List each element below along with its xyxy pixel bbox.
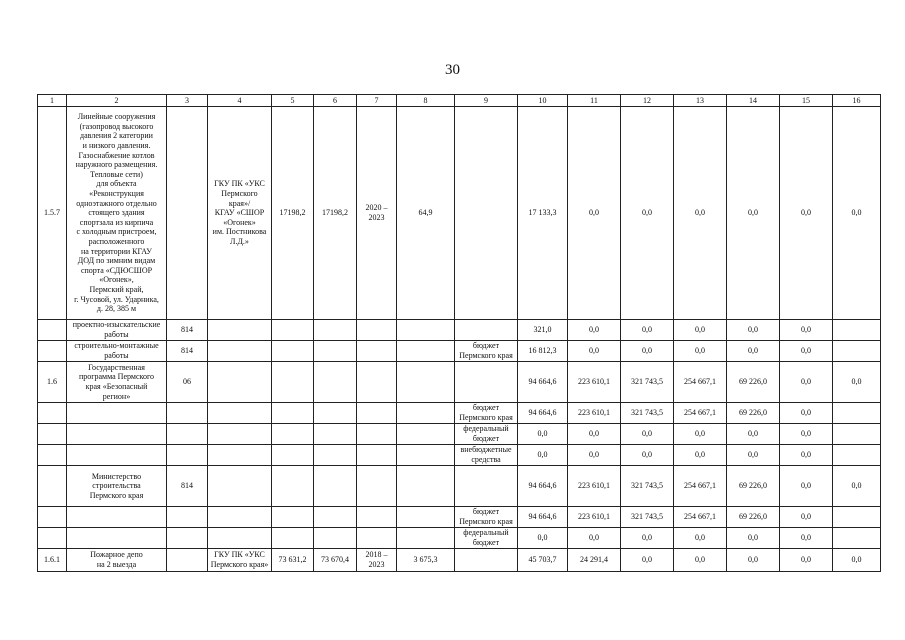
table-cell bbox=[272, 341, 314, 362]
table-cell bbox=[397, 528, 455, 549]
table-cell: 0,0 bbox=[621, 320, 674, 341]
table-cell: 0,0 bbox=[780, 403, 833, 424]
table-cell: бюджет Пермского края bbox=[455, 403, 518, 424]
table-cell bbox=[38, 466, 67, 507]
table-cell: 06 bbox=[167, 362, 208, 403]
header-cell: 11 bbox=[568, 95, 621, 107]
table-cell bbox=[38, 445, 67, 466]
table-cell bbox=[455, 107, 518, 320]
header-cell: 10 bbox=[518, 95, 568, 107]
table-cell: 0,0 bbox=[780, 528, 833, 549]
table-cell: 3 675,3 bbox=[397, 549, 455, 572]
table-cell: 17 133,3 bbox=[518, 107, 568, 320]
table-cell: 0,0 bbox=[833, 549, 881, 572]
table-cell: 0,0 bbox=[674, 528, 727, 549]
header-cell: 7 bbox=[357, 95, 397, 107]
table-cell: 94 664,6 bbox=[518, 403, 568, 424]
table-cell: 0,0 bbox=[621, 445, 674, 466]
table-cell: Министерство строительства Пермского края bbox=[67, 466, 167, 507]
table-cell bbox=[38, 320, 67, 341]
header-cell: 3 bbox=[167, 95, 208, 107]
table-cell: 69 226,0 bbox=[727, 362, 780, 403]
table-cell: 0,0 bbox=[518, 528, 568, 549]
table-cell: ГКУ ПК «УКС Пермского края»/ КГАУ «СШОР «Огонек» им. Постникова Л.Д.» bbox=[208, 107, 272, 320]
table-cell: внебюджетные средства bbox=[455, 445, 518, 466]
table-cell bbox=[357, 445, 397, 466]
table-cell: 321 743,5 bbox=[621, 507, 674, 528]
table-row bbox=[38, 424, 881, 445]
table-cell: 0,0 bbox=[518, 445, 568, 466]
header-cell: 9 bbox=[455, 95, 518, 107]
table-cell: 814 bbox=[167, 341, 208, 362]
table-row bbox=[38, 549, 881, 572]
table-cell: 321 743,5 bbox=[621, 403, 674, 424]
table-cell bbox=[455, 549, 518, 572]
table-cell bbox=[357, 528, 397, 549]
table-cell: 254 667,1 bbox=[674, 403, 727, 424]
table-cell bbox=[314, 528, 357, 549]
table-cell bbox=[208, 507, 272, 528]
table-cell bbox=[167, 507, 208, 528]
table-cell bbox=[833, 445, 881, 466]
table-cell: 16 812,3 bbox=[518, 341, 568, 362]
table-cell: 69 226,0 bbox=[727, 403, 780, 424]
table-cell: 0,0 bbox=[568, 107, 621, 320]
table-cell: 0,0 bbox=[568, 320, 621, 341]
table-cell: 2020 – 2023 bbox=[357, 107, 397, 320]
table-cell: 0,0 bbox=[568, 424, 621, 445]
table-cell bbox=[38, 507, 67, 528]
table-cell: 0,0 bbox=[780, 507, 833, 528]
table-cell: 69 226,0 bbox=[727, 507, 780, 528]
table-row bbox=[38, 320, 881, 341]
header-row bbox=[38, 95, 881, 107]
table-cell: 0,0 bbox=[833, 362, 881, 403]
table-cell: 0,0 bbox=[674, 445, 727, 466]
table-cell: 0,0 bbox=[621, 107, 674, 320]
table-cell: 0,0 bbox=[727, 445, 780, 466]
table-cell bbox=[833, 424, 881, 445]
table-cell bbox=[357, 362, 397, 403]
table-cell: 254 667,1 bbox=[674, 507, 727, 528]
table-cell: 1.6 bbox=[38, 362, 67, 403]
table-cell: 814 bbox=[167, 466, 208, 507]
table-row bbox=[38, 445, 881, 466]
table-cell bbox=[167, 424, 208, 445]
budget-table bbox=[37, 94, 881, 572]
table-cell bbox=[67, 507, 167, 528]
table-cell: 254 667,1 bbox=[674, 466, 727, 507]
table-cell: 24 291,4 bbox=[568, 549, 621, 572]
table-cell: федеральный бюджет bbox=[455, 528, 518, 549]
header-cell: 12 bbox=[621, 95, 674, 107]
table-cell: 321 743,5 bbox=[621, 466, 674, 507]
table-cell bbox=[314, 362, 357, 403]
table-cell: 0,0 bbox=[727, 107, 780, 320]
table-cell bbox=[67, 403, 167, 424]
header-cell: 16 bbox=[833, 95, 881, 107]
table-cell bbox=[397, 424, 455, 445]
table-cell bbox=[208, 466, 272, 507]
table-row bbox=[38, 466, 881, 507]
table-cell: 73 670,4 bbox=[314, 549, 357, 572]
table-cell: 814 bbox=[167, 320, 208, 341]
table-cell bbox=[314, 341, 357, 362]
table-cell bbox=[208, 445, 272, 466]
table-cell bbox=[272, 507, 314, 528]
header-cell: 4 bbox=[208, 95, 272, 107]
table-cell: 223 610,1 bbox=[568, 403, 621, 424]
table-cell: 0,0 bbox=[621, 341, 674, 362]
page-number: 30 bbox=[445, 62, 460, 78]
table-cell bbox=[67, 528, 167, 549]
table-cell bbox=[67, 445, 167, 466]
table-cell: 17198,2 bbox=[272, 107, 314, 320]
table-cell: 321 743,5 bbox=[621, 362, 674, 403]
table-cell bbox=[397, 320, 455, 341]
table-cell bbox=[272, 362, 314, 403]
table-cell: 69 226,0 bbox=[727, 466, 780, 507]
header-cell: 13 bbox=[674, 95, 727, 107]
table-cell bbox=[38, 424, 67, 445]
table-cell: 73 631,2 bbox=[272, 549, 314, 572]
table-cell: 0,0 bbox=[833, 466, 881, 507]
table-cell bbox=[833, 403, 881, 424]
table-row bbox=[38, 107, 881, 320]
table-cell bbox=[397, 445, 455, 466]
table-cell bbox=[314, 507, 357, 528]
table-cell: 0,0 bbox=[780, 341, 833, 362]
table-cell: 0,0 bbox=[727, 528, 780, 549]
table-cell: федеральный бюджет bbox=[455, 424, 518, 445]
table-cell: 0,0 bbox=[780, 549, 833, 572]
table-cell: строительно-монтажные работы bbox=[67, 341, 167, 362]
table-cell: 0,0 bbox=[518, 424, 568, 445]
table-cell bbox=[167, 528, 208, 549]
table-cell: 0,0 bbox=[621, 424, 674, 445]
header-cell: 6 bbox=[314, 95, 357, 107]
table-cell bbox=[397, 403, 455, 424]
table-cell: 0,0 bbox=[727, 549, 780, 572]
table-cell bbox=[38, 403, 67, 424]
table-cell bbox=[833, 320, 881, 341]
table-cell: Пожарное депо на 2 выезда bbox=[67, 549, 167, 572]
table-cell bbox=[272, 403, 314, 424]
table-cell bbox=[357, 424, 397, 445]
table-row bbox=[38, 341, 881, 362]
table-cell bbox=[397, 362, 455, 403]
table-cell: Линейные сооружения (газопровод высокого давления 2 категории и низкого давления. Газоснабжение котлов наружного размещения. Тепловые сети) для объекта «Реконструкция одноэтажного отдельно стоящего здания спортзала из кирпича с холодным пристроем, расположенного на территории КГАУ ДОД по зимним видам спорта «СДЮСШОР «Огонек», Пермский край, г. Чусовой, ул. Ударника, д. 28, 385 м bbox=[67, 107, 167, 320]
table-cell: 0,0 bbox=[727, 341, 780, 362]
table-cell: проектно-изыскательские работы bbox=[67, 320, 167, 341]
table-cell bbox=[208, 403, 272, 424]
table-cell bbox=[455, 362, 518, 403]
table-cell: 17198,2 bbox=[314, 107, 357, 320]
table-cell: 0,0 bbox=[568, 341, 621, 362]
table-cell bbox=[314, 403, 357, 424]
table-cell: бюджет Пермского края bbox=[455, 341, 518, 362]
table-cell bbox=[272, 445, 314, 466]
table-cell bbox=[167, 445, 208, 466]
table-cell: 2018 – 2023 bbox=[357, 549, 397, 572]
table-cell bbox=[272, 466, 314, 507]
table-cell bbox=[208, 341, 272, 362]
table-cell: 0,0 bbox=[674, 341, 727, 362]
table-cell bbox=[208, 362, 272, 403]
table-cell bbox=[167, 549, 208, 572]
table-cell bbox=[357, 320, 397, 341]
table-cell: 223 610,1 bbox=[568, 466, 621, 507]
table-cell: 94 664,6 bbox=[518, 362, 568, 403]
table-cell bbox=[455, 466, 518, 507]
table-cell: 94 664,6 bbox=[518, 507, 568, 528]
table-cell: 0,0 bbox=[674, 424, 727, 445]
table-cell bbox=[833, 507, 881, 528]
header-cell: 14 bbox=[727, 95, 780, 107]
table-cell: 0,0 bbox=[674, 320, 727, 341]
table-cell: 0,0 bbox=[621, 549, 674, 572]
table-cell: 64,9 bbox=[397, 107, 455, 320]
table-cell bbox=[833, 341, 881, 362]
table-cell: 0,0 bbox=[780, 445, 833, 466]
table-cell bbox=[357, 403, 397, 424]
table-cell bbox=[357, 507, 397, 528]
table-cell bbox=[314, 445, 357, 466]
table-cell: бюджет Пермского края bbox=[455, 507, 518, 528]
table-row bbox=[38, 403, 881, 424]
table-cell bbox=[272, 320, 314, 341]
table-cell: 45 703,7 bbox=[518, 549, 568, 572]
table-cell bbox=[67, 424, 167, 445]
table-row bbox=[38, 507, 881, 528]
table-row bbox=[38, 528, 881, 549]
table-cell: 1.6.1 bbox=[38, 549, 67, 572]
table-cell bbox=[314, 466, 357, 507]
table-cell: 223 610,1 bbox=[568, 507, 621, 528]
table-cell bbox=[272, 528, 314, 549]
header-cell: 8 bbox=[397, 95, 455, 107]
table-cell bbox=[208, 320, 272, 341]
table-cell: Государственная программа Пермского края «Безопасный регион» bbox=[67, 362, 167, 403]
table-cell bbox=[314, 320, 357, 341]
header-cell: 15 bbox=[780, 95, 833, 107]
table-cell: 0,0 bbox=[674, 107, 727, 320]
table-cell: 0,0 bbox=[833, 107, 881, 320]
table-cell bbox=[314, 424, 357, 445]
table-cell bbox=[357, 466, 397, 507]
table-cell: 1.5.7 bbox=[38, 107, 67, 320]
table-cell bbox=[397, 466, 455, 507]
header-cell: 5 bbox=[272, 95, 314, 107]
header-cell: 1 bbox=[38, 95, 67, 107]
table-cell bbox=[833, 528, 881, 549]
table-row bbox=[38, 362, 881, 403]
table-cell bbox=[208, 528, 272, 549]
table-cell bbox=[357, 341, 397, 362]
table-cell: 0,0 bbox=[780, 424, 833, 445]
table-cell: 0,0 bbox=[727, 320, 780, 341]
table-cell: 0,0 bbox=[568, 445, 621, 466]
table-cell: 0,0 bbox=[621, 528, 674, 549]
table-cell bbox=[272, 424, 314, 445]
table-cell: 254 667,1 bbox=[674, 362, 727, 403]
table-cell bbox=[397, 341, 455, 362]
header-cell: 2 bbox=[67, 95, 167, 107]
table-cell: 223 610,1 bbox=[568, 362, 621, 403]
table-cell: 0,0 bbox=[674, 549, 727, 572]
table-cell: 0,0 bbox=[780, 107, 833, 320]
table-cell: 0,0 bbox=[780, 320, 833, 341]
table-cell bbox=[167, 403, 208, 424]
table-cell: 0,0 bbox=[780, 362, 833, 403]
table-cell bbox=[397, 507, 455, 528]
table-cell bbox=[455, 320, 518, 341]
table-cell: ГКУ ПК «УКС Пермского края» bbox=[208, 549, 272, 572]
table-cell: 94 664,6 bbox=[518, 466, 568, 507]
table-cell bbox=[38, 528, 67, 549]
table-cell: 0,0 bbox=[568, 528, 621, 549]
table-cell bbox=[208, 424, 272, 445]
table-cell: 321,0 bbox=[518, 320, 568, 341]
table-cell bbox=[167, 107, 208, 320]
table-cell bbox=[38, 341, 67, 362]
table-cell: 0,0 bbox=[780, 466, 833, 507]
table-cell: 0,0 bbox=[727, 424, 780, 445]
